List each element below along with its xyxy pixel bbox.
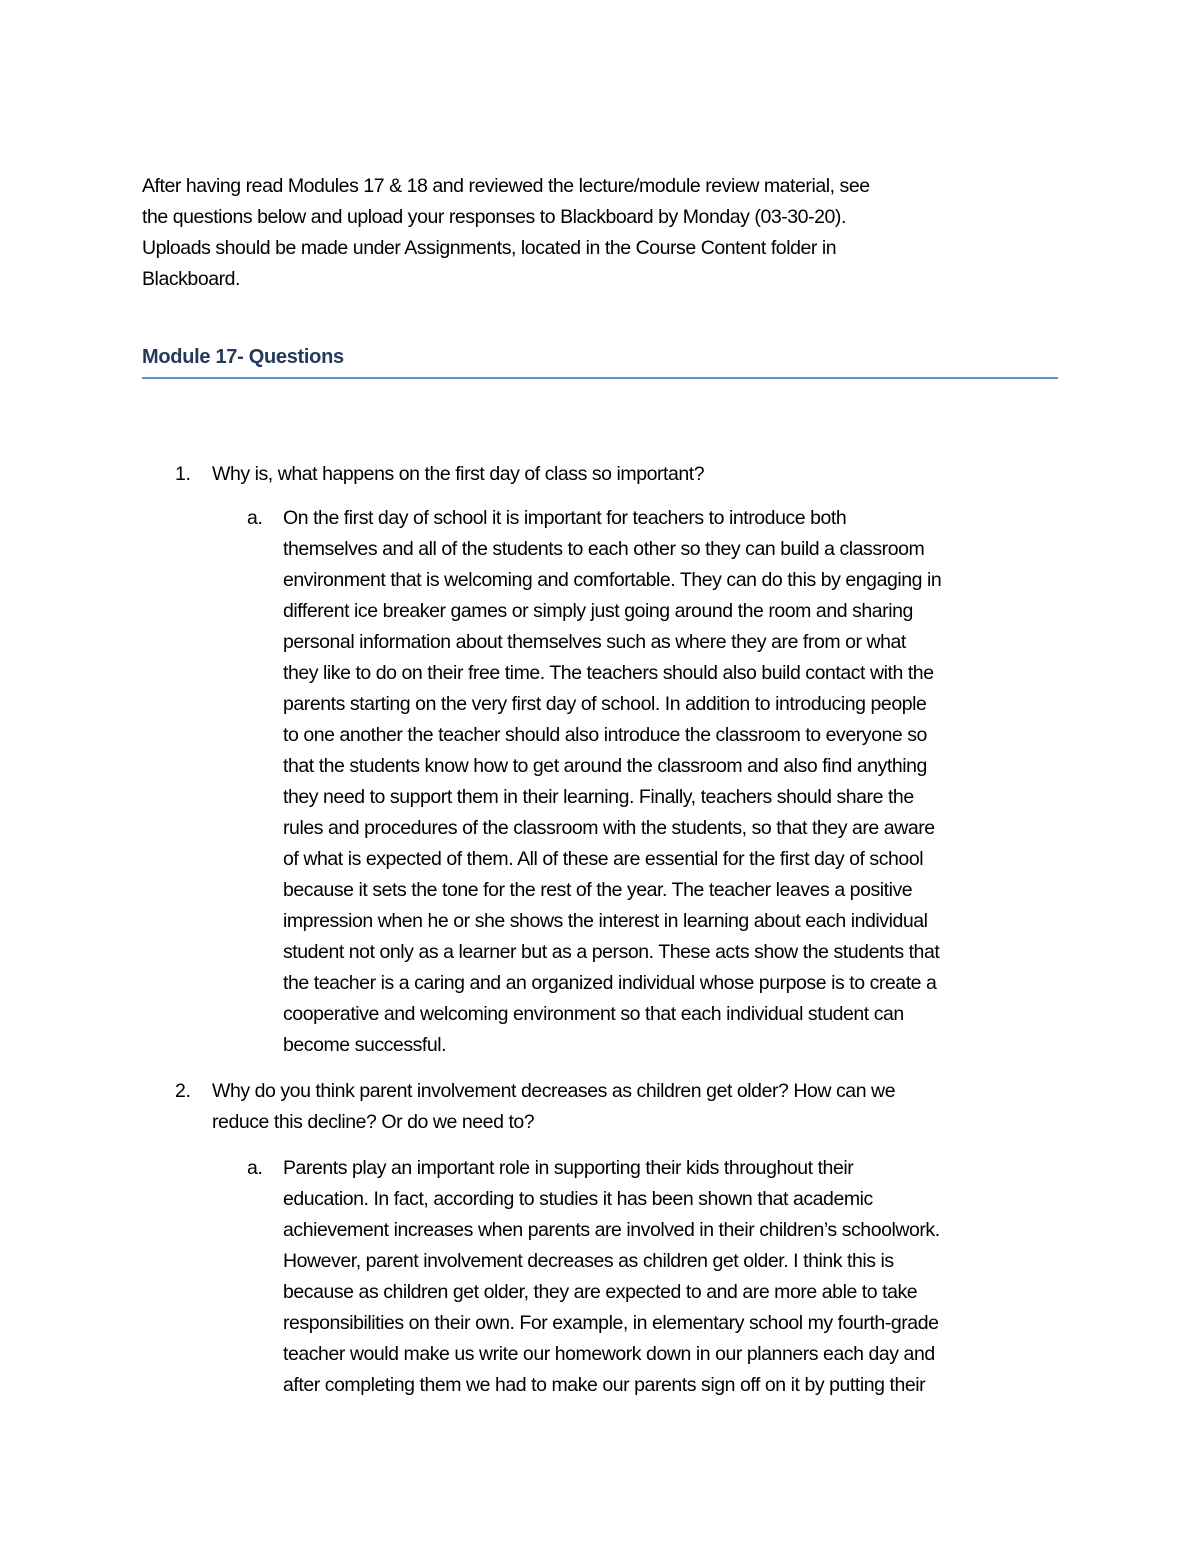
answer-line: rules and procedures of the classroom with the students, so that they are aware [283,817,935,839]
answer-label: a. [247,1157,263,1179]
question-text [212,1076,895,1138]
answer-line: they need to support them in their learning. Finally, teachers should share the [283,786,914,808]
answer-line: However, parent involvement decreases as children get older. I think this is [283,1250,894,1272]
answer-line: responsibilities on their own. For example, in elementary school my fourth-grade [283,1312,939,1334]
answer-line: parents starting on the very first day of school. In addition to introducing people [283,693,927,715]
intro-line: the questions below and upload your responses to Blackboard by Monday (03-30-20). [142,206,846,228]
heading-underline-rule [142,377,1058,379]
answer-line: achievement increases when parents are involved in their children’s schoolwork. [283,1219,940,1241]
answer-line: themselves and all of the students to each other so they can build a classroom [283,538,925,560]
answer-label: a. [247,507,263,529]
answer-line: to one another the teacher should also introduce the classroom to everyone so [283,724,927,746]
answer-line: become successful. [283,1034,447,1056]
question-number: 2. [175,1080,191,1102]
answer-line: teacher would make us write our homework down in our planners each day and [283,1343,935,1365]
answer-line: different ice breaker games or simply just going around the room and sharing [283,600,913,622]
answer-line: impression when he or she shows the interest in learning about each individual [283,910,928,932]
answer-line: because as children get older, they are expected to and are more able to take [283,1281,918,1303]
intro-line: After having read Modules 17 & 18 and reviewed the lecture/module review material, see [142,175,870,197]
question-line: Why is, what happens on the first day of class so important? [212,463,705,485]
answer-paragraph [283,503,941,1061]
question-number: 1. [175,463,191,485]
answer-line: because it sets the tone for the rest of the year. The teacher leaves a positive [283,879,913,901]
answer-line: after completing them we had to make our parents sign off on it by putting their [283,1374,926,1396]
answer-line: education. In fact, according to studies it has been shown that academic [283,1188,873,1210]
question-line: Why do you think parent involvement decreases as children get older? How can we [212,1080,896,1102]
answer-line: environment that is welcoming and comfortable. They can do this by engaging in [283,569,942,591]
question-line: reduce this decline? Or do we need to? [212,1111,535,1133]
answer-line: the teacher is a caring and an organized individual whose purpose is to create a [283,972,937,994]
intro-line: Blackboard. [142,268,241,290]
answer-line: student not only as a learner but as a person. These acts show the students that [283,941,940,963]
intro-paragraph [142,171,870,295]
answer-line: cooperative and welcoming environment so that each individual student can [283,1003,904,1025]
answer-line: they like to do on their free time. The teachers should also build contact with the [283,662,934,684]
answer-line: of what is expected of them. All of these are essential for the first day of school [283,848,924,870]
answer-line: personal information about themselves such as where they are from or what [283,631,906,653]
answer-line: that the students know how to get around the classroom and also find anything [283,755,927,777]
intro-line: Uploads should be made under Assignments, located in the Course Content folder in [142,237,837,259]
question-text [212,459,704,490]
answer-paragraph [283,1153,940,1401]
section-heading: Module 17- Questions [142,346,344,368]
answer-line: On the first day of school it is important for teachers to introduce both [283,507,847,529]
answer-line: Parents play an important role in supporting their kids throughout their [283,1157,854,1179]
